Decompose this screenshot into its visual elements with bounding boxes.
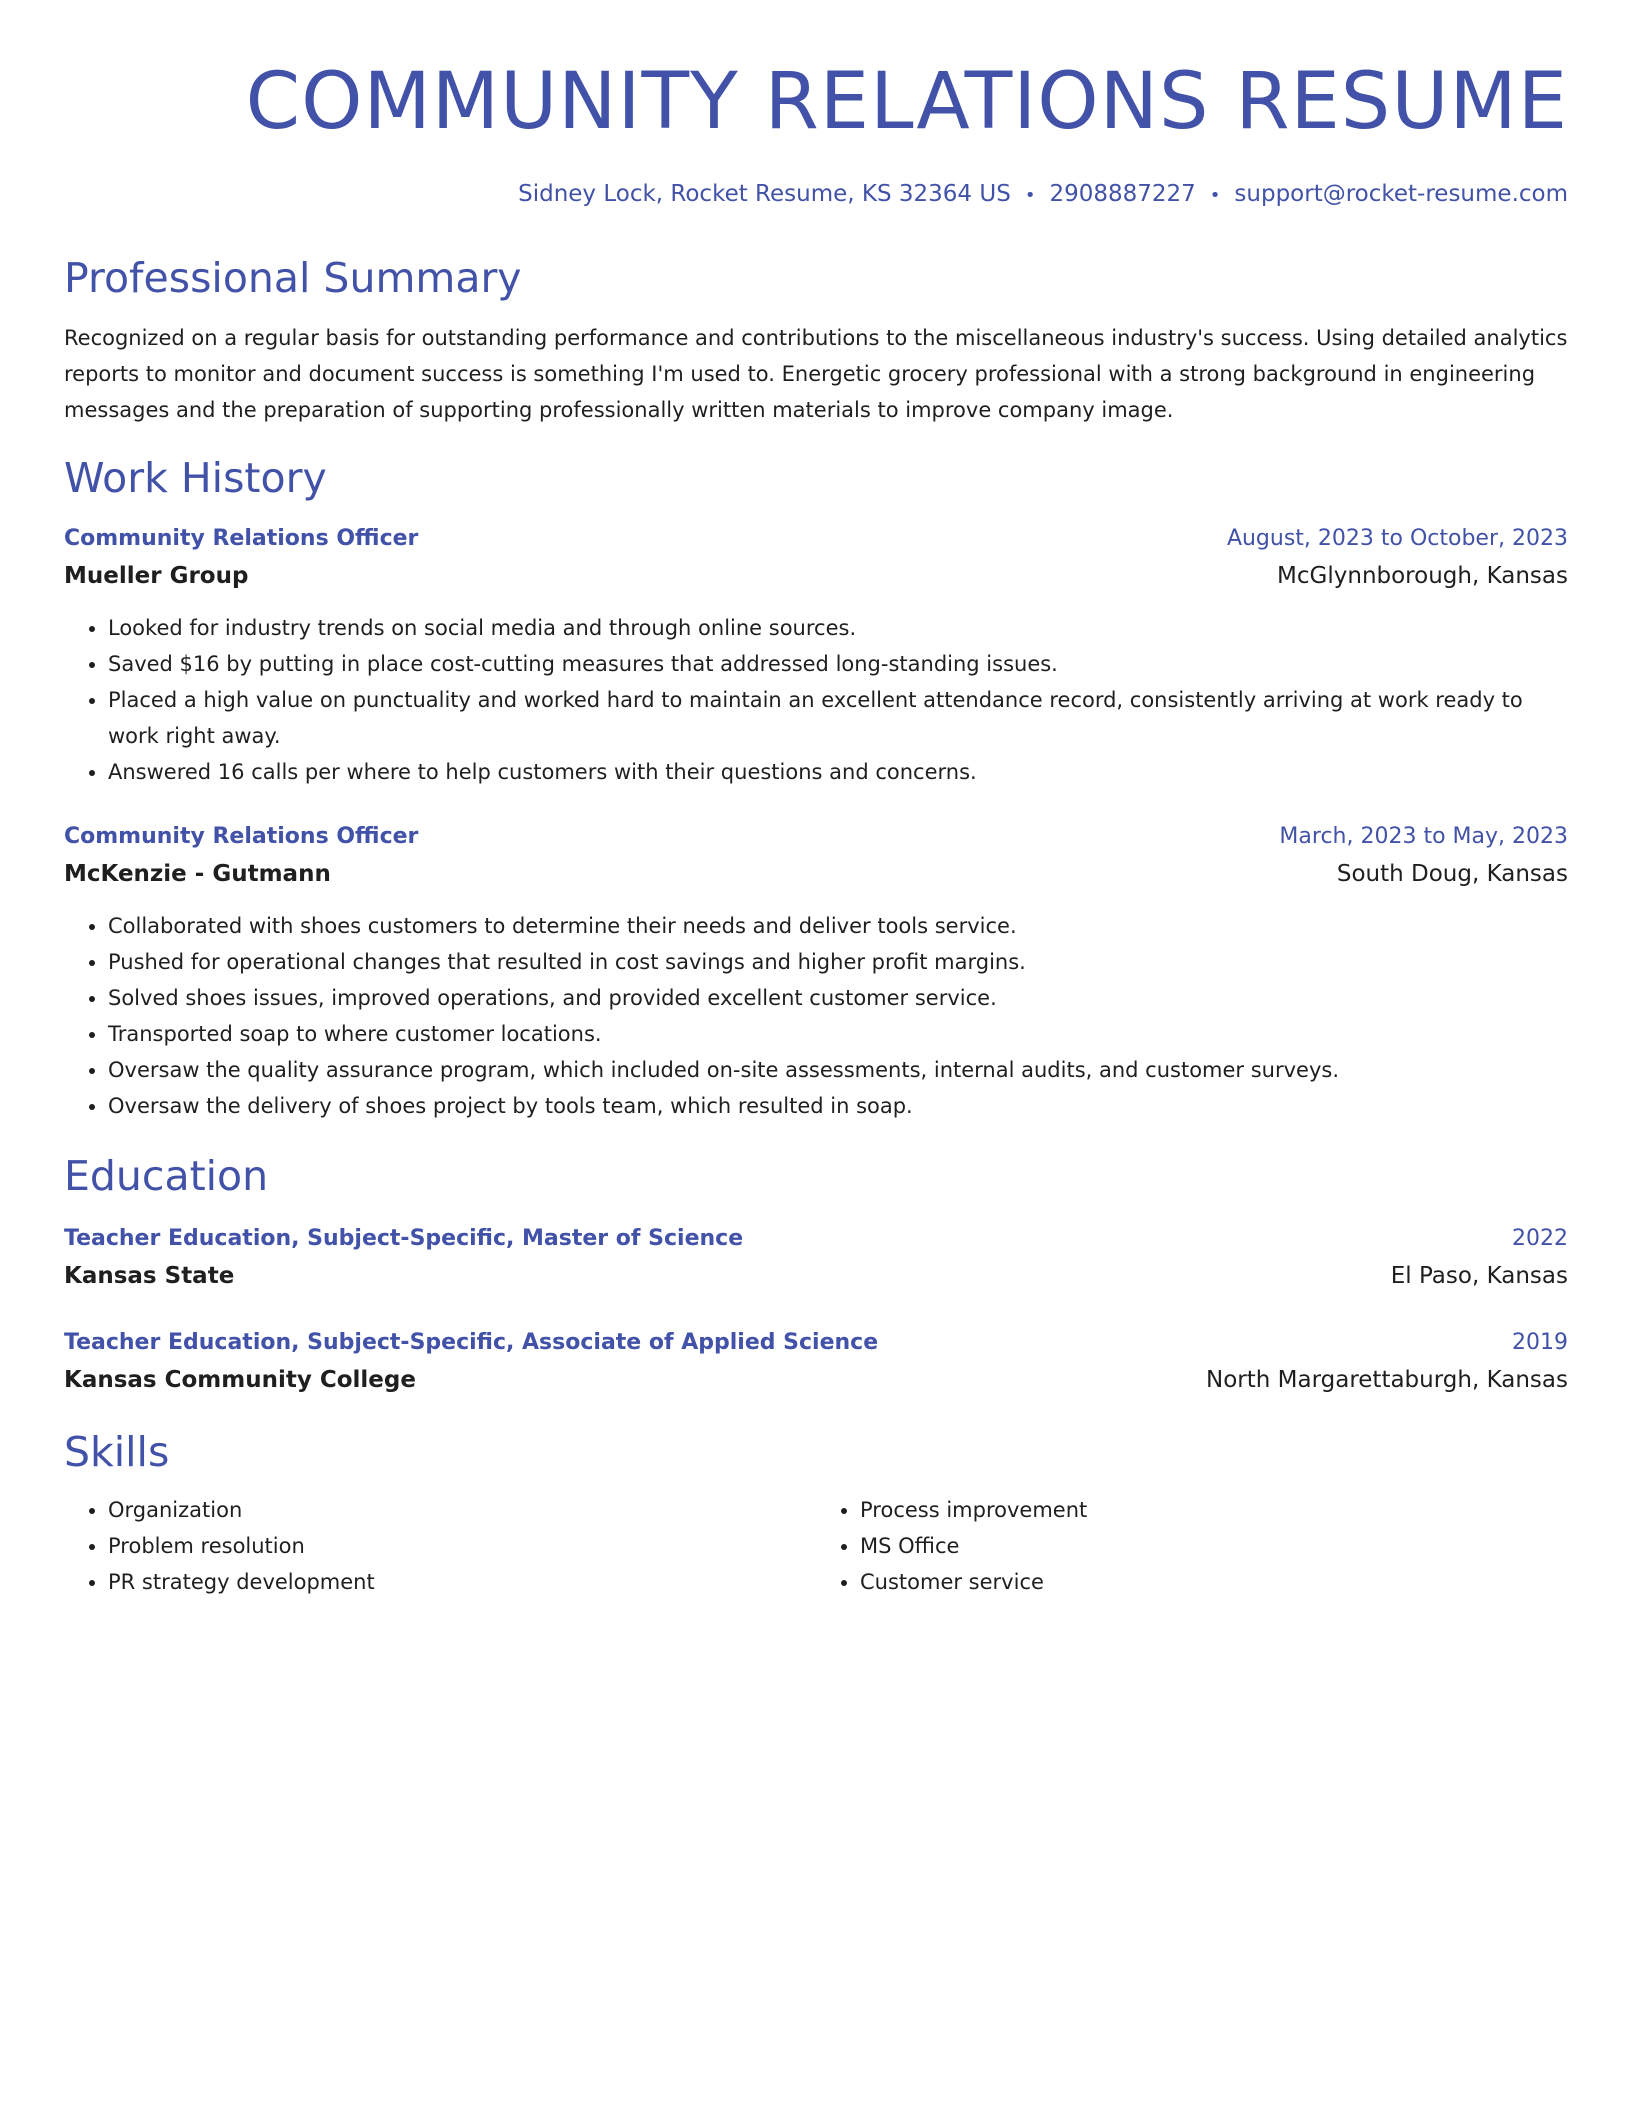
- job-company: McKenzie - Gutmann: [64, 861, 331, 887]
- job-dates: August, 2023 to October, 2023: [1226, 526, 1568, 551]
- education-section: [64, 1150, 1568, 1400]
- page-title: COMMUNITY RELATIONS RESUME: [245, 57, 1568, 147]
- contact-email: support@rocket-resume.com: [1234, 181, 1568, 207]
- contact-line: [64, 178, 1568, 212]
- job-location: McGlynnborough, Kansas: [1277, 563, 1568, 589]
- job-title: Community Relations Officer: [64, 526, 419, 551]
- skill-item: • MS Office: [860, 1528, 1568, 1564]
- school-name: Kansas State: [64, 1263, 235, 1289]
- skill-item: • Customer service: [860, 1564, 1568, 1600]
- job-bullet: • Looked for industry trends on social media and through online sources.: [108, 610, 1568, 646]
- job-bullets: [64, 610, 1568, 790]
- job-dates: March, 2023 to May, 2023: [1279, 824, 1568, 849]
- job-bullet: • Placed a high value on punctuality and worked hard to maintain an excellent attendance record, consistently arriving at work ready to work right away.: [108, 682, 1568, 754]
- school-location: El Paso, Kansas: [1390, 1263, 1568, 1289]
- job-entry: [64, 522, 1568, 790]
- job-company: Mueller Group: [64, 563, 249, 589]
- summary-text: Recognized on a regular basis for outstanding performance and contributions to the miscellaneous industry's success. Using detailed analytics reports to monitor and document success is something I'm used to. Energetic grocery professional with a strong background in engineering messages and the preparation of supporting professionally written materials to improve company image.: [64, 326, 1568, 422]
- education-entry: [64, 1326, 1568, 1400]
- skill-item: • PR strategy development: [108, 1564, 816, 1600]
- job-bullet: • Answered 16 calls per where to help customers with their questions and concerns.: [108, 754, 1568, 790]
- contact-separator: •: [1209, 185, 1221, 206]
- job-bullet: • Oversaw the delivery of shoes project by tools team, which resulted in soap.: [108, 1088, 1568, 1124]
- job-entry: [64, 820, 1568, 1124]
- work-history-section: [64, 452, 1568, 1124]
- job-title: Community Relations Officer: [64, 824, 419, 849]
- job-location: South Doug, Kansas: [1336, 861, 1568, 887]
- school-location: North Margarettaburgh, Kansas: [1206, 1367, 1568, 1393]
- school-name: Kansas Community College: [64, 1367, 416, 1393]
- job-bullet: • Collaborated with shoes customers to determine their needs and deliver tools service.: [108, 908, 1568, 944]
- skills-list-right: [816, 1492, 1568, 1600]
- skill-item: • Organization: [108, 1492, 816, 1528]
- skills-section: [64, 1426, 1568, 1600]
- degree-year: 2022: [1512, 1226, 1568, 1251]
- job-bullets: [64, 908, 1568, 1124]
- contact-phone: 2908887227: [1049, 181, 1196, 207]
- job-bullet: • Pushed for operational changes that resulted in cost savings and higher profit margins.: [108, 944, 1568, 980]
- skills-list-left: [64, 1492, 816, 1600]
- education-entry: [64, 1222, 1568, 1296]
- contact-address: Sidney Lock, Rocket Resume, KS 32364 US: [518, 181, 1011, 207]
- degree-title: Teacher Education, Subject-Specific, Associate of Applied Science: [64, 1330, 879, 1355]
- summary-heading: Professional Summary: [64, 254, 522, 302]
- skill-item: • Problem resolution: [108, 1528, 816, 1564]
- contact-separator: •: [1024, 185, 1036, 206]
- work-history-heading: Work History: [64, 454, 327, 502]
- job-bullet: • Oversaw the quality assurance program, which included on-site assessments, internal audits, and customer surveys.: [108, 1052, 1568, 1088]
- degree-year: 2019: [1512, 1330, 1568, 1355]
- skill-item: • Process improvement: [860, 1492, 1568, 1528]
- degree-title: Teacher Education, Subject-Specific, Master of Science: [64, 1226, 744, 1251]
- job-bullet: • Transported soap to where customer locations.: [108, 1016, 1568, 1052]
- education-heading: Education: [64, 1152, 269, 1200]
- summary-section: [64, 252, 1568, 428]
- job-bullet: • Solved shoes issues, improved operations, and provided excellent customer service.: [108, 980, 1568, 1016]
- skills-heading: Skills: [64, 1428, 170, 1476]
- job-bullet: • Saved $16 by putting in place cost-cutting measures that addressed long-standing issues.: [108, 646, 1568, 682]
- skills-grid: [64, 1492, 1568, 1600]
